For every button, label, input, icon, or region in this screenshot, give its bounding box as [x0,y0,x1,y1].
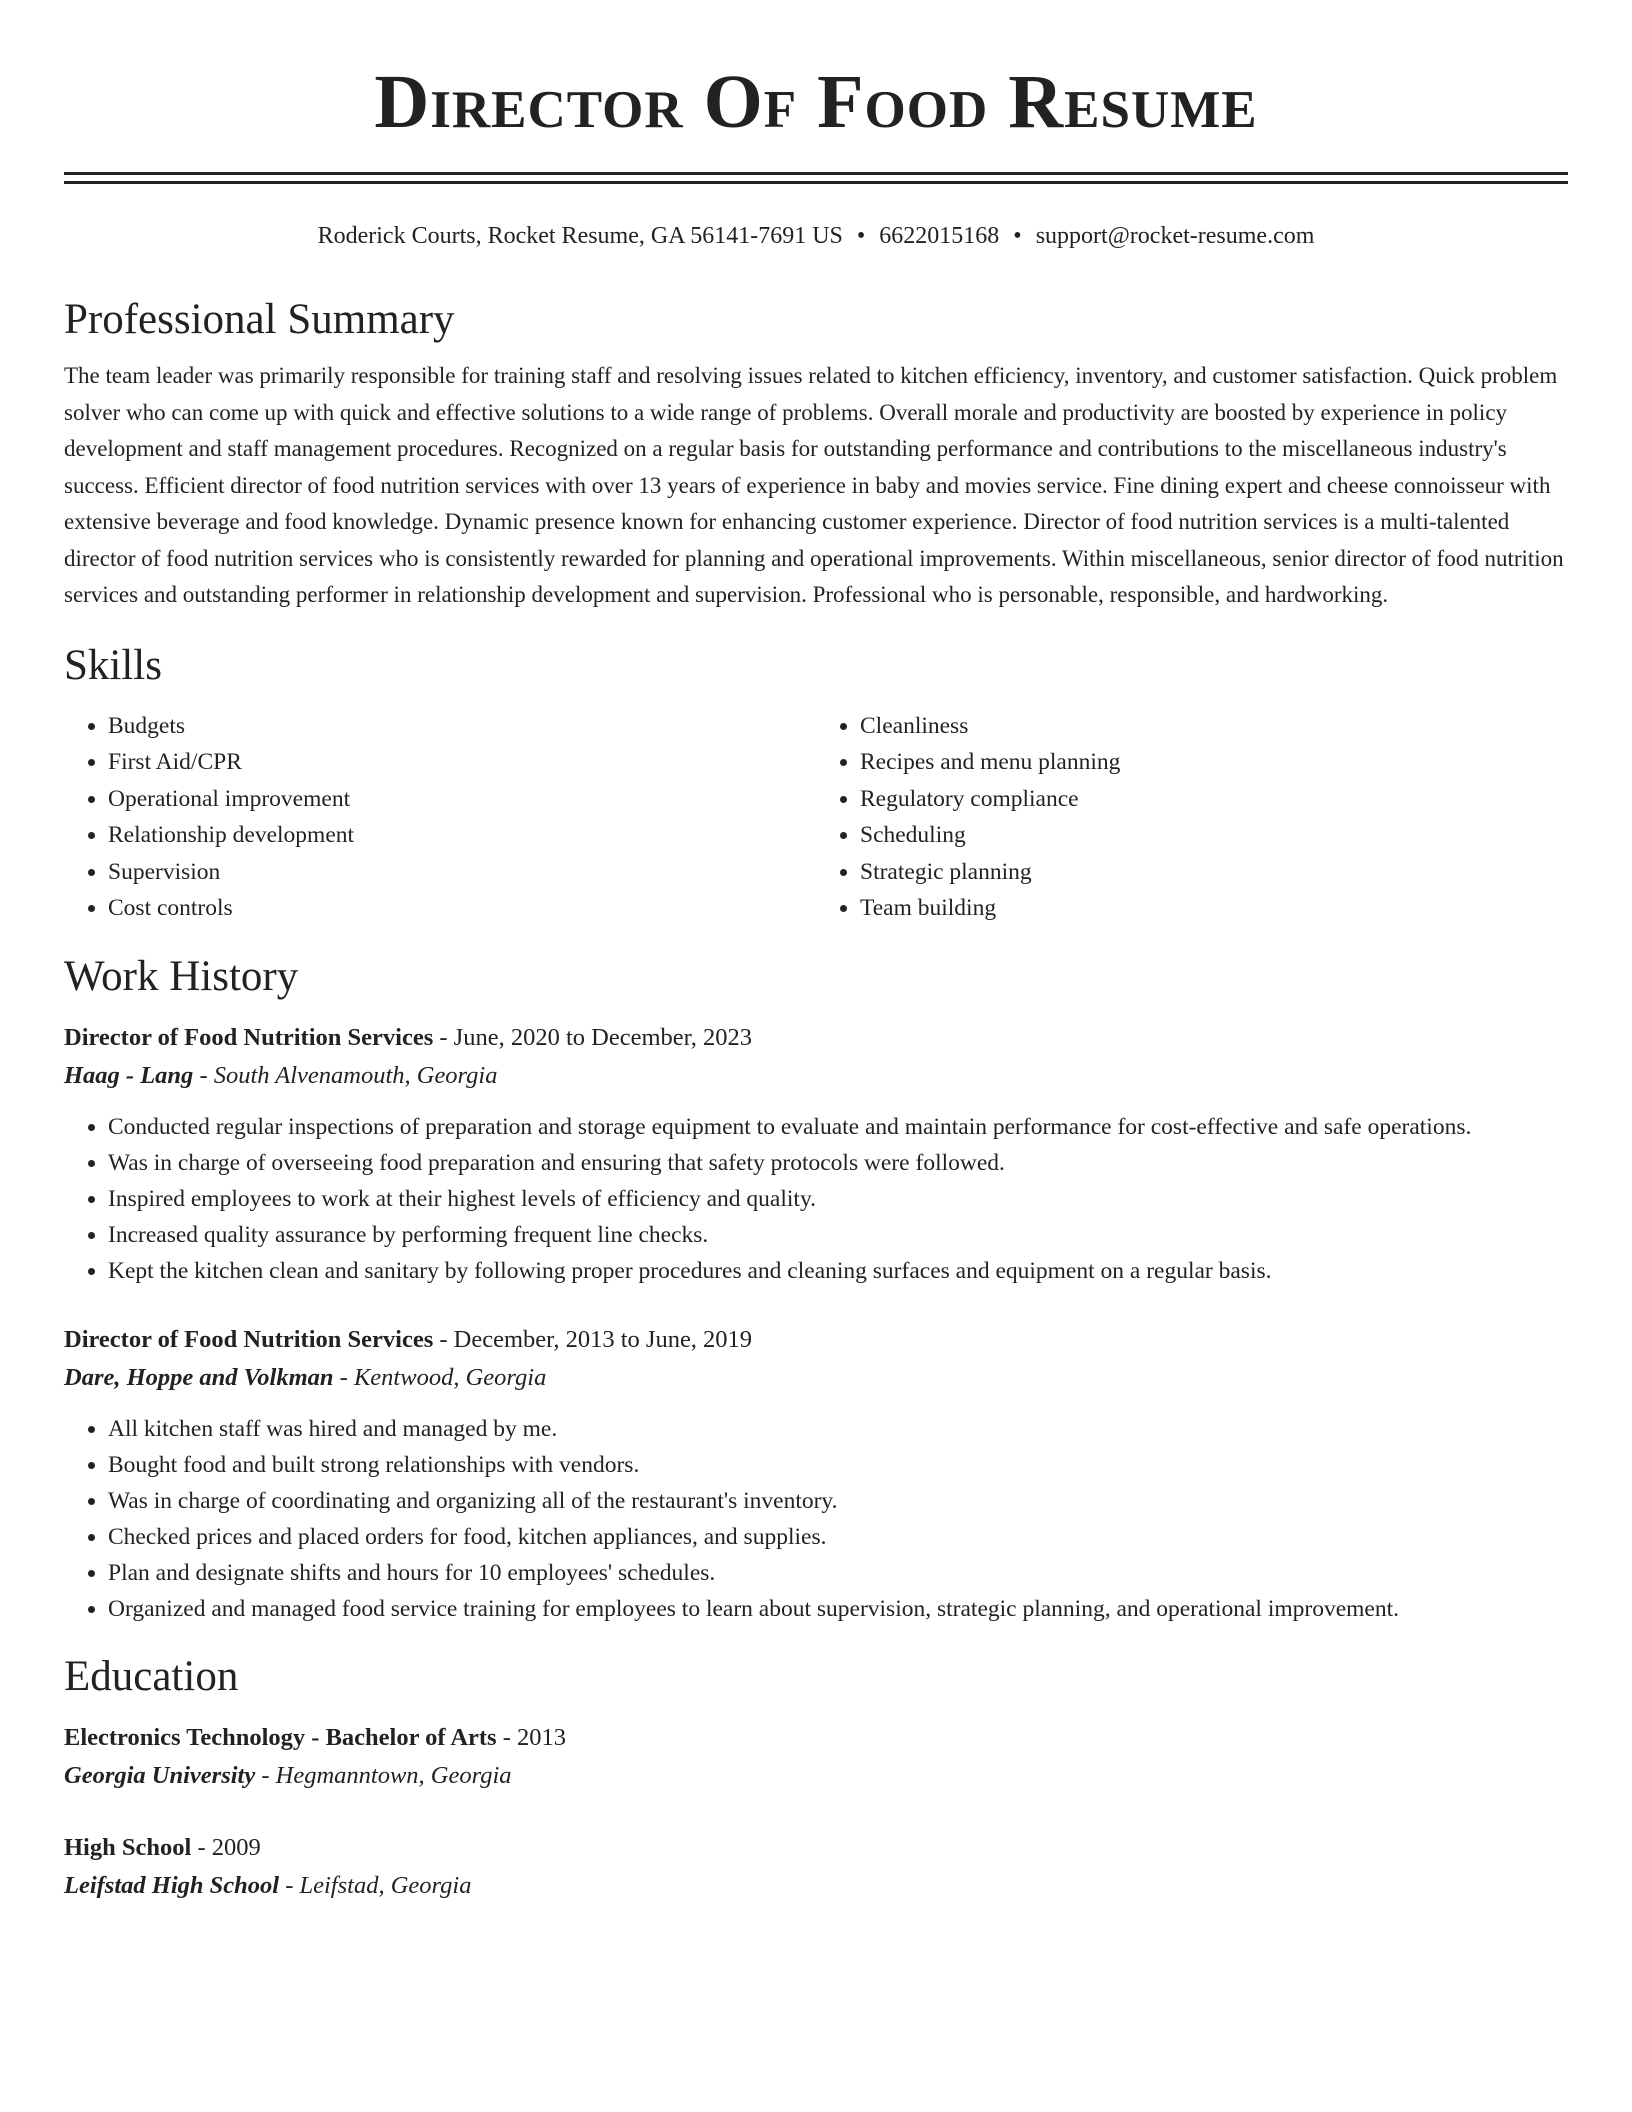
job-duty: • Conducted regular inspections of preparation and storage equipment to evaluate and maintain performance for cost-effective and safe operations. [108,1109,1568,1145]
job-title-line: Director of Food Nutrition Services - June, 2020 to December, 2023 [64,1023,753,1051]
skill-item: • Scheduling [860,817,1568,854]
skill-item: • Cleanliness [860,708,1568,745]
education-degree: High School [64,1833,192,1861]
education-school-line: Leifstad High School - Leifstad, Georgia [64,1871,472,1899]
skill-item: • Budgets [108,708,816,745]
work-history-heading: Work History [64,952,299,1000]
education-entry [64,1829,1568,1905]
education-entry [64,1719,1568,1795]
job-dates: December, 2013 to June, 2019 [453,1325,753,1353]
job-duty: • Checked prices and placed orders for food, kitchen appliances, and supplies. [108,1519,1568,1555]
job-entry [64,1321,1568,1627]
education-school: Leifstad High School [64,1871,280,1899]
skill-item: • Operational improvement [108,781,816,818]
contact-email: support@rocket-resume.com [1035,223,1315,249]
job-title-line: Director of Food Nutrition Services - December, 2013 to June, 2019 [64,1325,753,1353]
job-duties [64,1411,1568,1627]
education-degree-line: High School - 2009 [64,1833,261,1861]
skill-item: • Team building [860,890,1568,927]
education-year: 2009 [211,1833,261,1861]
skill-item: • Regulatory compliance [860,781,1568,818]
education-degree-line: Electronics Technology - Bachelor of Arts - 2013 [64,1723,567,1751]
title-rule-top [64,172,1568,175]
job-duty: • Was in charge of overseeing food preparation and ensuring that safety protocols were followed. [108,1145,1568,1181]
skill-item: • Supervision [108,854,816,891]
skills-column-left [64,708,816,927]
skill-item: • Strategic planning [860,854,1568,891]
contact-line [64,220,1568,252]
skills-list [64,708,1568,927]
job-duty: • Kept the kitchen clean and sanitary by following proper procedures and cleaning surfaces and equipment on a regular basis. [108,1253,1568,1289]
contact-separator: • [856,223,866,249]
education-school: Georgia University [64,1761,256,1789]
job-duty: • Bought food and built strong relationships with vendors. [108,1447,1568,1483]
summary-text: The team leader was primarily responsible for training staff and resolving issues related to kitchen efficiency, inventory, and customer satisfaction. Quick problem solver who can come up with quick and effective solutions to a wide range of problems. Overall morale and productivity are boosted by experience in policy development and staff management procedures. Recognized on a regular basis for outstanding performance and contributions to the miscellaneous industry's success. Efficient director of food nutrition services with over 13 years of experience in baby and movies service. Fine dining expert and cheese connoisseur with extensive beverage and food knowledge. Dynamic presence known for enhancing customer experience. Director of food nutrition services is a multi-talented director of food nutrition services who is consistently rewarded for planning and operational improvements. Within miscellaneous, senior director of food nutrition services and outstanding performer in relationship development and supervision. Professional who is personable, responsible, and hardworking. [64,363,1564,607]
job-company: Haag - Lang [64,1061,194,1089]
title-rule-bottom [64,181,1568,184]
education-year: 2013 [517,1723,567,1751]
job-entry [64,1019,1568,1289]
contact-address: Roderick Courts, Rocket Resume, GA 56141-7691 US [317,223,843,249]
education-school-line: Georgia University - Hegmanntown, Georgia [64,1761,512,1789]
contact-separator: • [1013,223,1022,249]
resume-title: Director Of Food Resume [374,60,1258,144]
job-duty: • Was in charge of coordinating and organizing all of the restaurant's inventory. [108,1483,1568,1519]
skill-item: • Relationship development [108,817,816,854]
skill-item: • Cost controls [108,890,816,927]
education-degree: Electronics Technology - Bachelor of Arts [64,1723,497,1751]
education-location: Leifstad, Georgia [299,1871,472,1899]
job-company-line: Dare, Hoppe and Volkman - Kentwood, Georgia [64,1363,547,1391]
contact-phone: 6622015168 [879,223,1000,249]
education-location: Hegmanntown, Georgia [275,1761,512,1789]
job-duty: • All kitchen staff was hired and managed by me. [108,1411,1568,1447]
skills-heading: Skills [64,641,162,689]
education-heading: Education [64,1652,239,1700]
job-duty: • Inspired employees to work at their highest levels of efficiency and quality. [108,1181,1568,1217]
job-title: Director of Food Nutrition Services [64,1325,434,1353]
summary-heading: Professional Summary [64,296,455,343]
job-location: South Alvenamouth, Georgia [213,1061,498,1089]
job-duties [64,1109,1568,1289]
job-company: Dare, Hoppe and Volkman [64,1363,334,1391]
job-title: Director of Food Nutrition Services [64,1023,434,1051]
job-location: Kentwood, Georgia [353,1363,547,1391]
job-dates: June, 2020 to December, 2023 [453,1023,753,1051]
job-duty: • Organized and managed food service training for employees to learn about supervision, strategic planning, and operational improvement. [108,1591,1568,1627]
job-company-line: Haag - Lang - South Alvenamouth, Georgia [64,1061,498,1089]
skills-column-right [816,708,1568,927]
skill-item: • Recipes and menu planning [860,744,1568,781]
job-duty: • Plan and designate shifts and hours for 10 employees' schedules. [108,1555,1568,1591]
job-duty: • Increased quality assurance by performing frequent line checks. [108,1217,1568,1253]
skill-item: • First Aid/CPR [108,744,816,781]
